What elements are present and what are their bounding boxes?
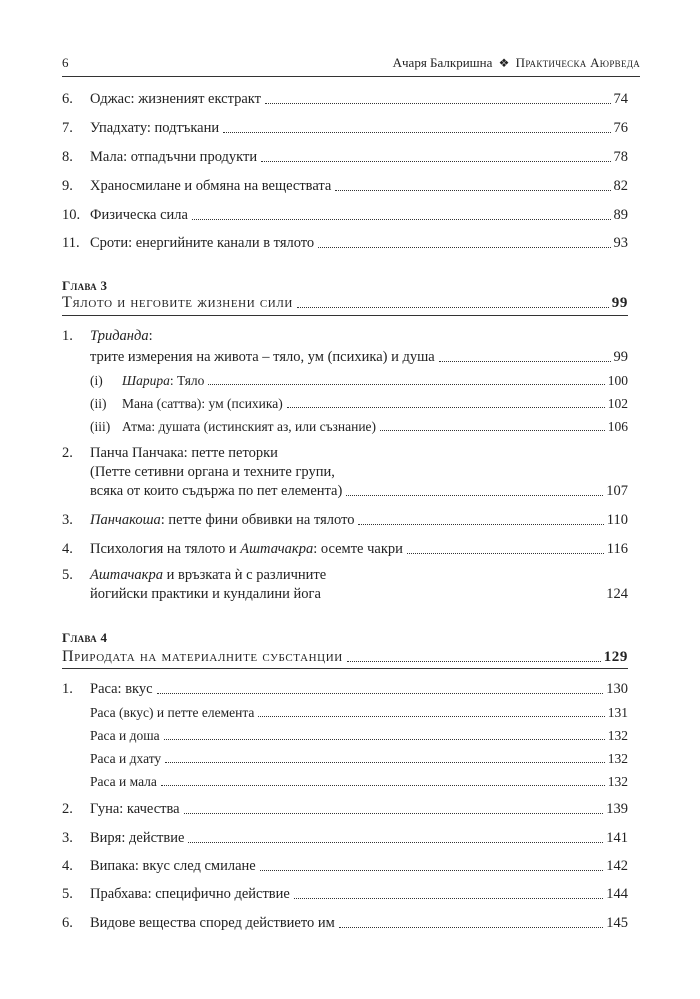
entry-page: 145 xyxy=(606,915,628,931)
toc-entry[interactable] xyxy=(62,146,628,166)
dot-leader xyxy=(184,813,604,814)
entry-title: Панча Панчака: петте петорки xyxy=(90,445,278,461)
toc-entry-line: (Петте сетивни органа и техните групи, xyxy=(90,464,335,480)
toc-entry[interactable] xyxy=(62,798,628,818)
header-book-title: Практическа Аюрведа xyxy=(515,55,640,70)
entry-page: 78 xyxy=(613,149,628,165)
dot-leader xyxy=(192,219,611,220)
entry-number: 3. xyxy=(62,512,73,528)
entry-number: 7. xyxy=(62,120,73,136)
dot-leader xyxy=(339,927,603,928)
page-number: 6 xyxy=(62,55,69,70)
header-author: Ачаря Балкришна xyxy=(392,55,493,70)
dot-leader xyxy=(346,495,603,496)
dot-leader xyxy=(208,384,604,385)
entry-title: : осемте чакри xyxy=(313,541,403,557)
dot-leader xyxy=(260,870,604,871)
subentry-title: Раса и мала xyxy=(90,774,157,789)
entry-title: Випака: вкус след смилане xyxy=(90,858,256,874)
dot-leader xyxy=(335,190,610,191)
subentry-title: : Тяло xyxy=(169,373,205,388)
dot-leader xyxy=(287,407,605,408)
entry-number: 4. xyxy=(62,858,73,874)
chapter-title-row[interactable] xyxy=(62,290,628,312)
entry-page: 93 xyxy=(613,235,628,251)
toc-entry[interactable] xyxy=(62,827,628,847)
toc-subentry[interactable] xyxy=(90,770,628,790)
dot-leader xyxy=(347,661,601,662)
toc-entry[interactable] xyxy=(90,346,628,366)
toc-subentry[interactable] xyxy=(90,701,628,721)
chapter-rule xyxy=(62,668,628,669)
toc-entry[interactable] xyxy=(62,204,628,224)
chapter-title: Природата на материалните субстанции xyxy=(62,648,343,665)
toc-subentry[interactable] xyxy=(90,415,628,435)
entry-title: Мала: отпадъчни продукти xyxy=(90,149,258,165)
entry-page: 102 xyxy=(607,396,628,411)
chapter-page: 129 xyxy=(603,649,628,665)
entry-title-italic: Триданда xyxy=(90,328,149,344)
entry-page: 124 xyxy=(606,586,628,602)
chapter-title: Тялото и неговите жизнени сили xyxy=(62,294,293,311)
toc-entry[interactable] xyxy=(62,88,628,108)
entry-number: 6. xyxy=(62,91,73,107)
entry-title: йогийски практики и кундалини йога xyxy=(90,586,321,602)
entry-title: и връзката ѝ с различните xyxy=(162,567,327,583)
toc-entry[interactable] xyxy=(62,232,628,252)
entry-number: 2. xyxy=(62,445,73,461)
entry-page: 132 xyxy=(607,728,628,743)
entry-number: 5. xyxy=(62,567,73,583)
entry-page: 100 xyxy=(607,373,628,388)
dot-leader xyxy=(380,430,605,431)
entry-page: 131 xyxy=(607,705,628,720)
entry-title: Гуна: качества xyxy=(90,801,180,817)
entry-page: 132 xyxy=(607,774,628,789)
toc-entry[interactable] xyxy=(62,912,628,932)
entry-number: 11. xyxy=(62,235,80,251)
entry-page: 139 xyxy=(606,801,628,817)
entry-number: 3. xyxy=(62,830,73,846)
entry-page: 107 xyxy=(606,483,628,499)
entry-page: 142 xyxy=(606,858,628,874)
entry-page: 116 xyxy=(606,541,628,557)
entry-title: Психология на тялото и xyxy=(90,541,241,557)
chapter-label: Глава 3 xyxy=(62,278,108,293)
entry-page: 141 xyxy=(606,830,628,846)
dot-leader xyxy=(161,785,605,786)
dot-leader xyxy=(157,693,604,694)
entry-title: Физическа сила xyxy=(90,207,188,223)
toc-subentry[interactable] xyxy=(90,392,628,412)
toc-entry[interactable] xyxy=(62,883,628,903)
subentry-number: (iii) xyxy=(90,419,111,434)
toc-subentry[interactable] xyxy=(90,724,628,744)
toc-entry-line xyxy=(62,328,153,348)
dot-leader xyxy=(407,553,604,554)
toc-entry[interactable] xyxy=(90,583,628,603)
entry-page: 89 xyxy=(613,207,628,223)
dot-leader xyxy=(188,842,603,843)
entry-title-italic: Аштачакра xyxy=(90,567,163,583)
entry-number: 8. xyxy=(62,149,73,165)
toc-entry[interactable] xyxy=(62,538,628,558)
dot-leader xyxy=(223,132,610,133)
toc-entry[interactable] xyxy=(62,117,628,137)
subentry-title: Мана (саттва): ум (психика) xyxy=(122,396,283,411)
entry-title: Оджас: жизненият екстракт xyxy=(90,91,261,107)
entry-number: 4. xyxy=(62,541,73,557)
subentry-title-italic: Шарира xyxy=(122,373,170,388)
entry-page: 132 xyxy=(607,751,628,766)
dot-leader xyxy=(294,898,603,899)
subentry-number: (ii) xyxy=(90,396,107,411)
subentry-title: Раса и дхату xyxy=(90,751,162,766)
entry-number: 1. xyxy=(62,328,73,344)
entry-number: 10. xyxy=(62,207,81,223)
entry-title-italic: Панчакоша xyxy=(90,512,161,528)
entry-title: Раса: вкус xyxy=(90,681,153,697)
entry-title: Упадхату: подтъкани xyxy=(90,120,220,136)
dot-leader xyxy=(318,247,610,248)
subentry-number: (i) xyxy=(90,373,103,388)
entry-title: всяка от които съдържа по пет елемента) xyxy=(90,483,343,499)
subentry-title: Раса и доша xyxy=(90,728,160,743)
toc-entry[interactable] xyxy=(62,175,628,195)
toc-subentry[interactable] xyxy=(90,369,628,389)
entry-title: Виря: действие xyxy=(90,830,185,846)
chapter-rule xyxy=(62,315,628,316)
entry-page: 106 xyxy=(607,419,628,434)
entry-title: Видове вещества според действието им xyxy=(90,915,335,931)
running-header xyxy=(62,50,640,77)
dot-leader xyxy=(358,524,603,525)
entry-number: 9. xyxy=(62,178,73,194)
dot-leader xyxy=(258,716,604,717)
chapter-title-row[interactable] xyxy=(62,644,628,666)
subentry-title: Раса (вкус) и петте елемента xyxy=(90,705,255,720)
entry-title: Храносмилане и обмяна на веществата xyxy=(90,178,332,194)
entry-title: : петте фини обвивки на тялото xyxy=(160,512,355,528)
dot-leader xyxy=(439,361,611,362)
entry-title: трите измерения на живота – тяло, ум (психика) и душа xyxy=(90,349,435,365)
chapter-page: 99 xyxy=(611,295,628,311)
dot-leader xyxy=(297,307,609,308)
header-right xyxy=(393,55,640,71)
entry-page: 144 xyxy=(606,886,628,902)
dot-leader xyxy=(164,739,605,740)
entry-page: 110 xyxy=(606,512,628,528)
entry-title: Прабхава: специфично действие xyxy=(90,886,290,902)
toc-entry[interactable] xyxy=(62,509,628,529)
toc-subentry[interactable] xyxy=(90,747,628,767)
entry-page: 130 xyxy=(606,681,628,697)
entry-title: : xyxy=(148,328,153,344)
toc-entry[interactable] xyxy=(62,678,628,698)
entry-title-italic: Аштачакра xyxy=(240,541,314,557)
toc-entry-line xyxy=(62,445,278,465)
entry-number: 5. xyxy=(62,886,73,902)
chapter-label: Глава 4 xyxy=(62,630,108,645)
entry-page: 74 xyxy=(613,91,628,107)
dot-leader xyxy=(165,762,605,763)
entry-page: 99 xyxy=(613,349,628,365)
entry-page: 82 xyxy=(613,178,628,194)
entry-number: 2. xyxy=(62,801,73,817)
entry-page: 76 xyxy=(613,120,628,136)
dot-leader xyxy=(261,161,610,162)
dot-leader xyxy=(265,103,611,104)
subentry-title: Атма: душата (истинският аз, или съзнание) xyxy=(122,419,377,434)
entry-number: 1. xyxy=(62,681,73,697)
toc-entry[interactable] xyxy=(62,855,628,875)
entry-title: Сроти: енергийните канали в тялото xyxy=(90,235,315,251)
toc-entry[interactable] xyxy=(90,480,628,500)
diamond-ornament-icon: ❖ xyxy=(498,56,510,70)
entry-number: 6. xyxy=(62,915,73,931)
